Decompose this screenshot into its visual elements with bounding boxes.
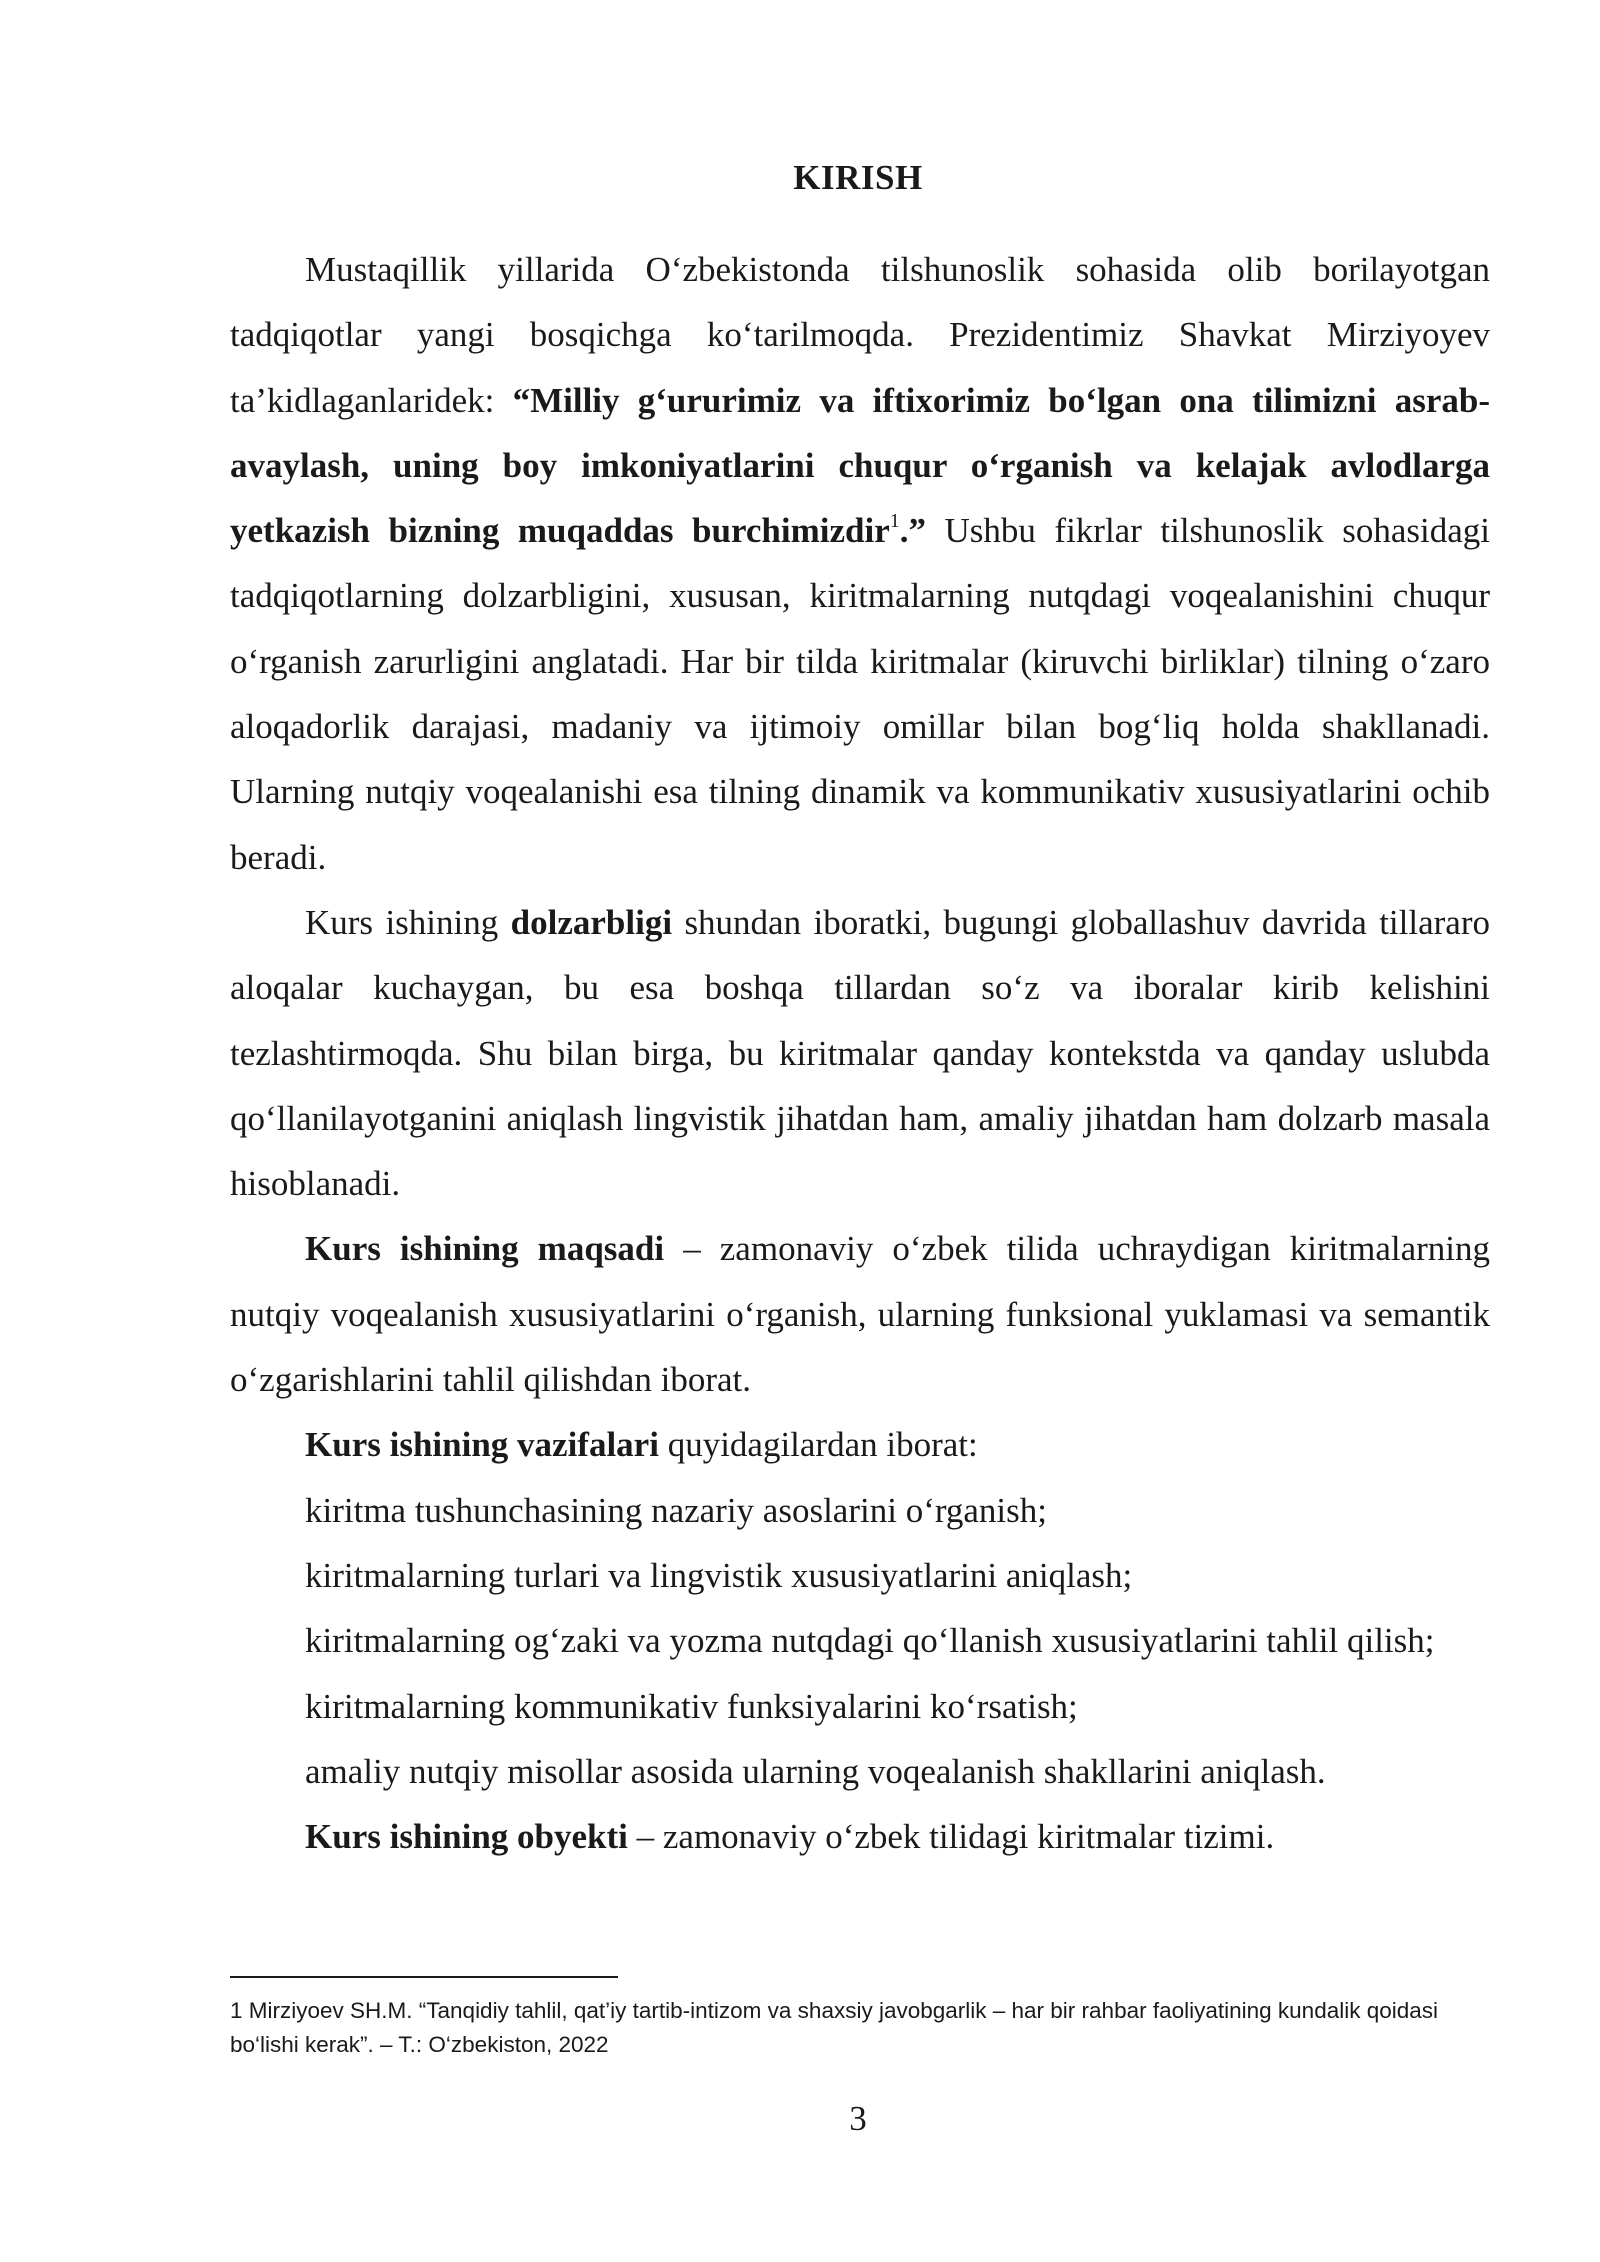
- relevance-text-end: shundan iboratki, bugungi globallashuv davrida tillararo aloqalar kuchaygan, bu esa boshqa tillardan so‘z va iboralar kirib kelishini tezlashtirmoqda. Shu bilan birga, bu kiritmalar qanday kontekstda va qanday uslubda qo‘llanilayotganini aniqlash lingvistik jihatdan ham, amaliy jihatdan ham dolzarb masala hisoblanadi.: [230, 902, 1490, 1204]
- object-text: – zamonaviy o‘zbek tilidagi kiritmalar tizimi.: [627, 1817, 1275, 1857]
- tasks-term: Kurs ishining vazifalari: [305, 1425, 659, 1465]
- task-item: kiritmalarning kommunikativ funksiyalarini ko‘rsatish;: [305, 1686, 1078, 1726]
- task-item: kiritmalarning og‘zaki va yozma nutqdagi qo‘llanish xususiyatlarini tahlil qilish;: [305, 1621, 1435, 1661]
- goal-text: – zamonaviy o‘zbek tilida uchraydigan kiritmalarning nutqiy voqealanish xususiyatlarini o‘rganish, ularning funksional yuklamasi va semantik o‘zgarishlarini tahlil qilishdan iborat.: [230, 1229, 1490, 1400]
- page-number: 3: [849, 2099, 867, 2138]
- page-title: KIRISH: [793, 158, 923, 197]
- goal-paragraph: [230, 1216, 1490, 1412]
- object-paragraph: [230, 1804, 1490, 1869]
- president-quote: “Milliy g‘ururimiz va iftixorimiz bo‘lgan ona tilimizni asrab-avaylash, uning boy imkoniyatlarini chuqur o‘rganish va kelajak avlodlarga yetkazish bizning muqaddas burchimizdir: [230, 380, 1490, 551]
- intro-paragraph: [230, 237, 1490, 890]
- object-term: Kurs ishining obyekti: [305, 1817, 628, 1857]
- relevance-text-start: Kurs ishining: [305, 902, 511, 942]
- footnote-separator: [230, 1976, 618, 1978]
- goal-term: Kurs ishining maqsadi: [305, 1229, 665, 1269]
- relevance-paragraph: [230, 890, 1490, 1216]
- footnote-text: Mirziyoev SH.M. “Tanqidiy tahlil, qat’iy tartib-intizom va shaxsiy javobgarlik – har bir rahbar faoliyatining kundalik qoidasi bo‘lishi kerak”. – T.: O‘zbekiston, 2022: [230, 1998, 1439, 2057]
- task-item: kiritma tushunchasining nazariy asoslarini o‘rganish;: [305, 1490, 1047, 1530]
- relevance-term: dolzarbligi: [510, 902, 673, 942]
- footnote-number: 1: [230, 1998, 243, 2023]
- footnote: [230, 1994, 1440, 2062]
- intro-text-start: Mustaqillik yillarida O‘zbekistonda tilshunoslik sohasida olib borilayotgan tadqiqotlar yangi bosqichga ko‘tarilmoqda. Prezidentimiz Shavkat Mirziyoyev ta’kidlaganlaridek:: [230, 250, 1490, 420]
- tasks-intro-text: quyidagilardan iborat:: [658, 1425, 978, 1465]
- footnote-reference[interactable]: 1: [889, 510, 900, 533]
- quote-closing: .”: [899, 511, 926, 551]
- task-item: amaliy nutqiy misollar asosida ularning voqealanish shakllarini aniqlash.: [305, 1751, 1326, 1791]
- intro-text-end: Ushbu fikrlar tilshunoslik sohasidagi tadqiqotlarning dolzarbligini, xususan, kiritmalarning nutqdagi voqealanishini chuqur o‘rganish zarurligini anglatadi. Har bir tilda kiritmalar (kiruvchi birliklar) tilning o‘zaro aloqadorlik darajasi, madaniy va ijtimoiy omillar bilan bog‘liq holda shakllanadi. Ularning nutqiy voqealanishi esa tilning dinamik va kommunikativ xususiyatlarini ochib beradi.: [230, 511, 1491, 877]
- task-item: kiritmalarning turlari va lingvistik xususiyatlarini aniqlash;: [305, 1555, 1133, 1595]
- main-text: [230, 237, 1490, 1869]
- tasks-intro-paragraph: [230, 1412, 1490, 1477]
